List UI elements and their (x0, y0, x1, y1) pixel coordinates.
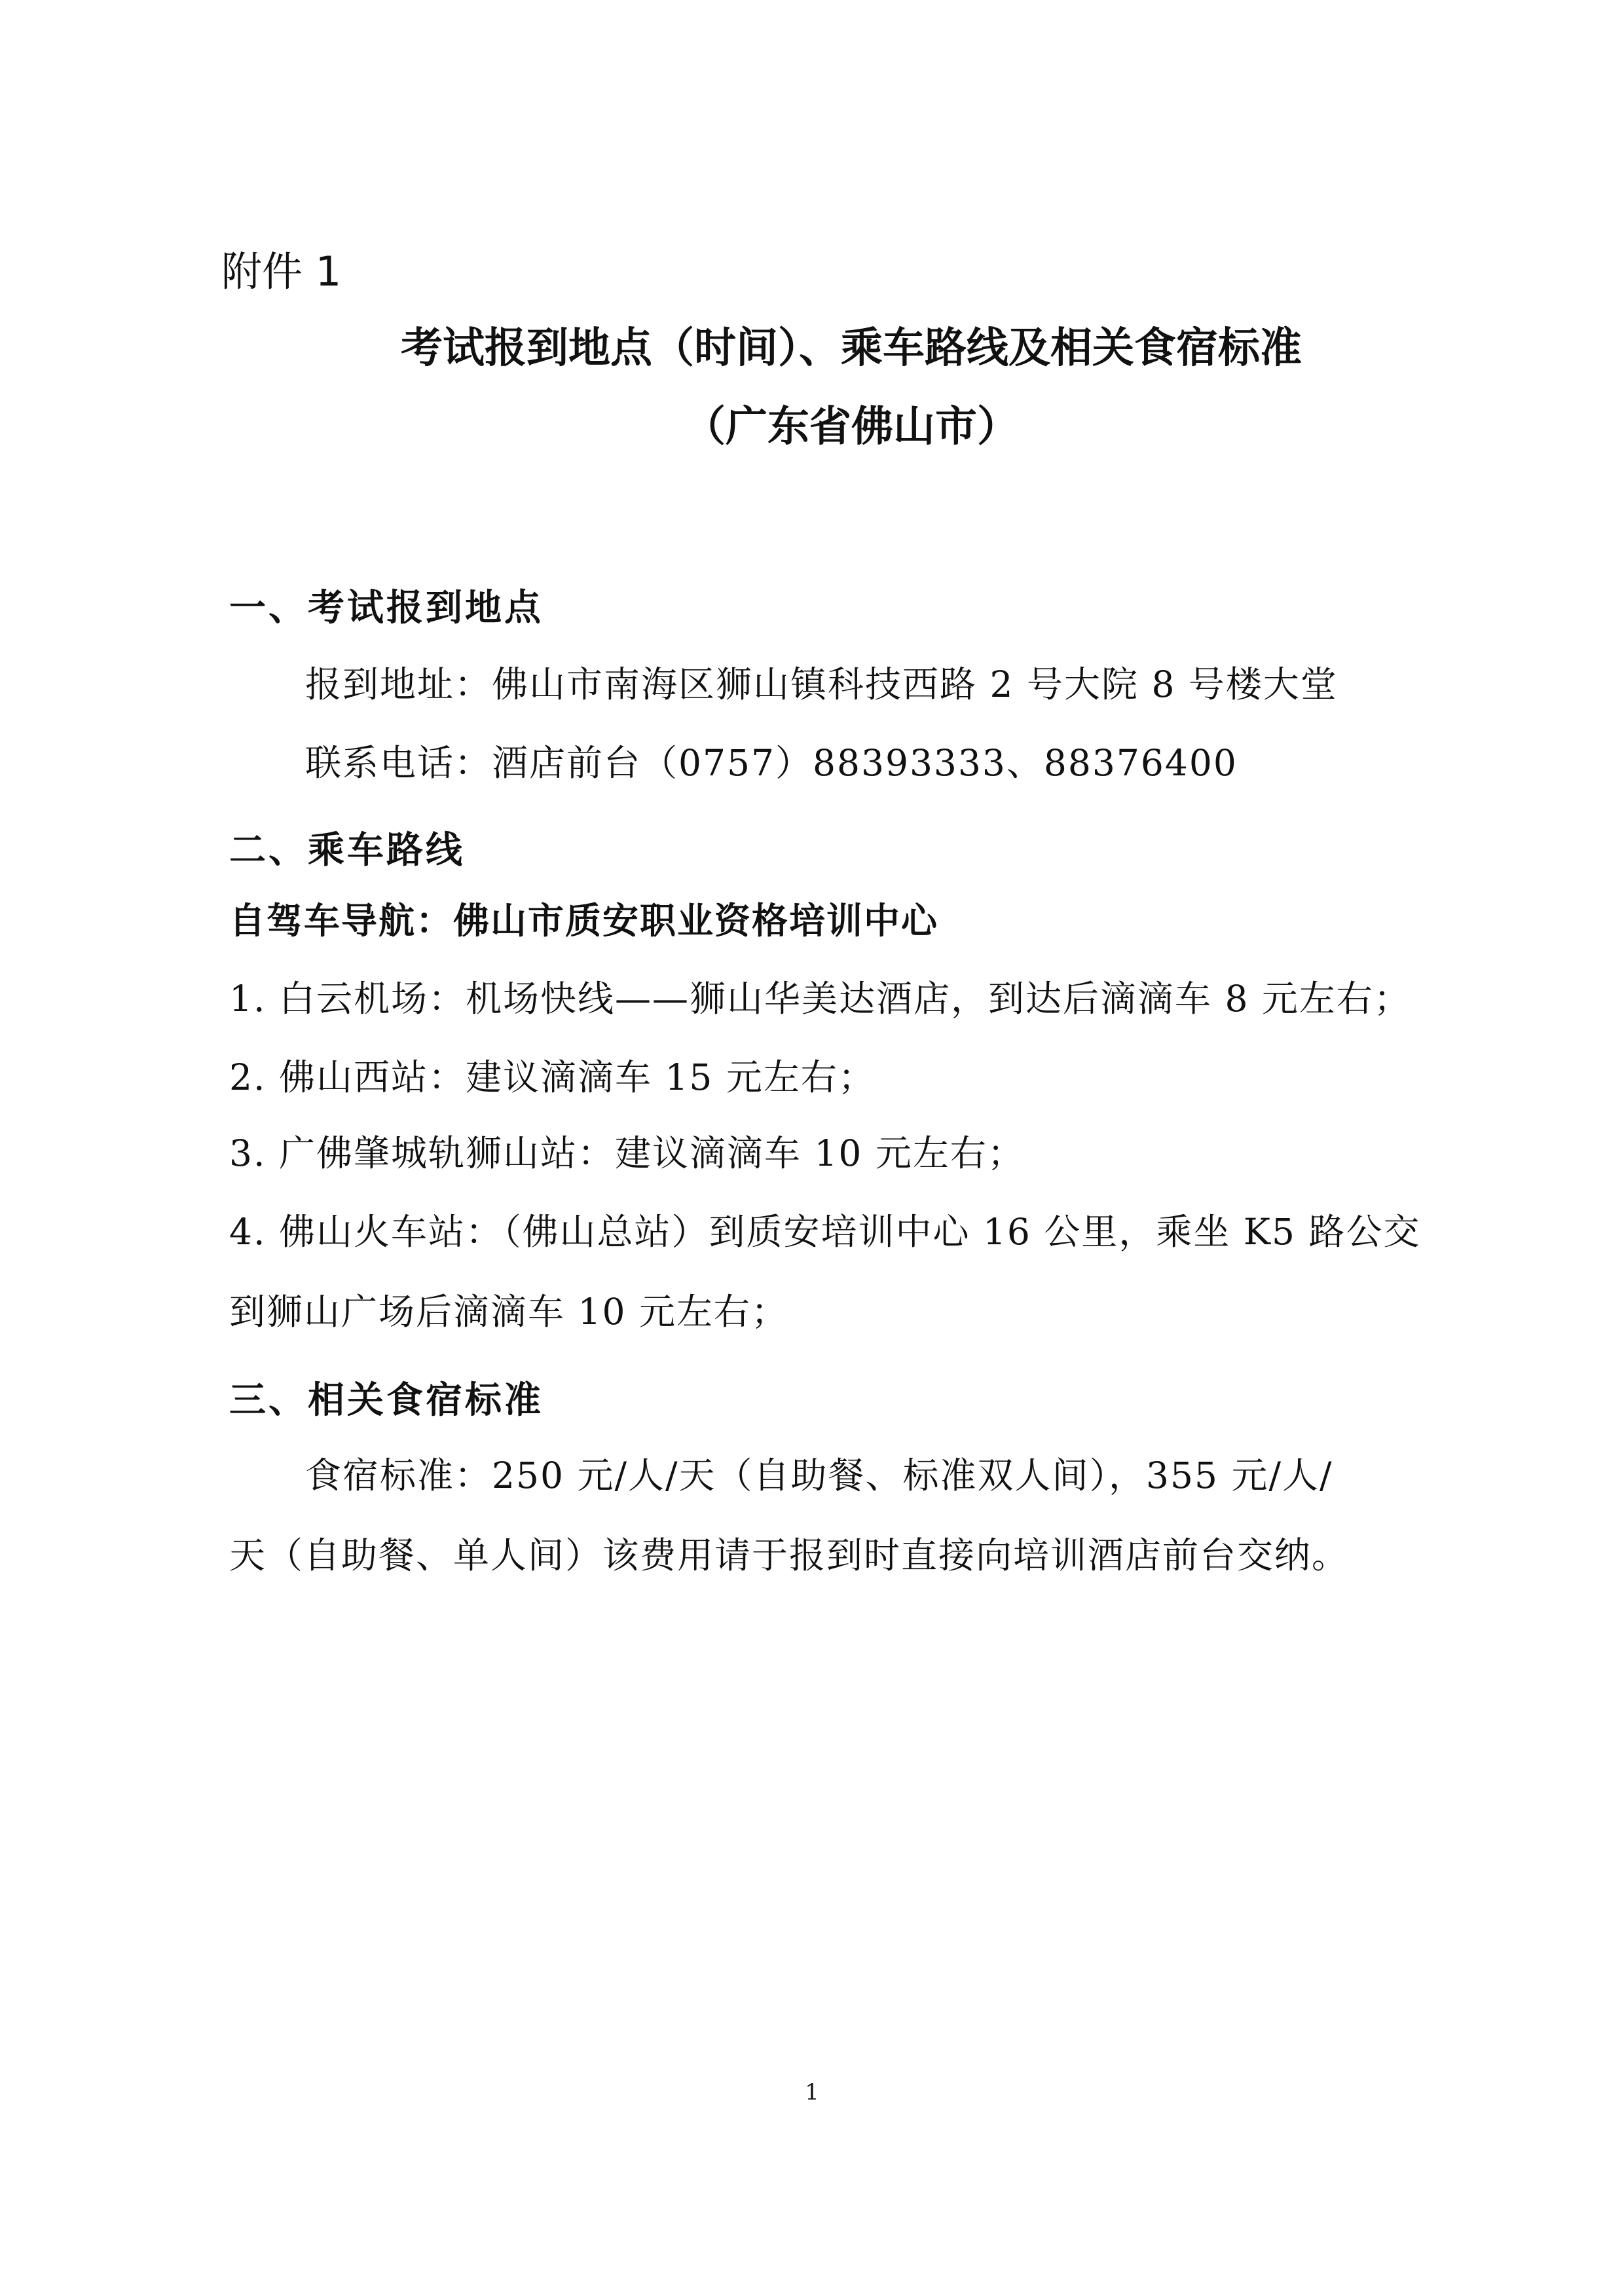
food-lodging-standard-continued: 天（自助餐、单人间）该费用请于报到时直接向培训酒店前台交纳。 (229, 1534, 1350, 1576)
document-subtitle: （广东省佛山市） (684, 403, 1019, 451)
page-number: 1 (805, 2079, 819, 2105)
route-item: 2. 佛山西站：建议滴滴车 15 元左右； (229, 1056, 876, 1098)
navigation-destination: 自驾车导航：佛山市质安职业资格培训中心 (229, 899, 939, 942)
route-item: 4. 佛山火车站：（佛山总站）到质安培训中心 16 公里，乘坐 K5 路公交 (229, 1211, 1421, 1253)
attachment-label: 附件 1 (221, 248, 342, 295)
report-address: 报到地址：佛山市南海区狮山镇科技西路 2 号大院 8 号楼大堂 (305, 663, 1338, 705)
section-heading-food-lodging: 三、相关食宿标准 (229, 1379, 544, 1422)
route-item: 1. 白云机场：机场快线——狮山华美达酒店，到达后滴滴车 8 元左右； (229, 978, 1411, 1020)
section-heading-report-location: 一、考试报到地点 (229, 586, 544, 629)
food-lodging-standard: 食宿标准：250 元/人/天（自助餐、标准双人间），355 元/人/ (305, 1454, 1333, 1496)
route-item: 3. 广佛肇城轨狮山站：建议滴滴车 10 元左右； (229, 1132, 1025, 1174)
document-title: 考试报到地点（时间）、乘车路线及相关食宿标准 (401, 324, 1302, 373)
section-heading-routes: 二、乘车路线 (229, 828, 465, 872)
contact-phone: 联系电话：酒店前台（0757）88393333、88376400 (305, 742, 1238, 784)
route-item-continued: 到狮山广场后滴滴车 10 元左右； (229, 1291, 788, 1333)
